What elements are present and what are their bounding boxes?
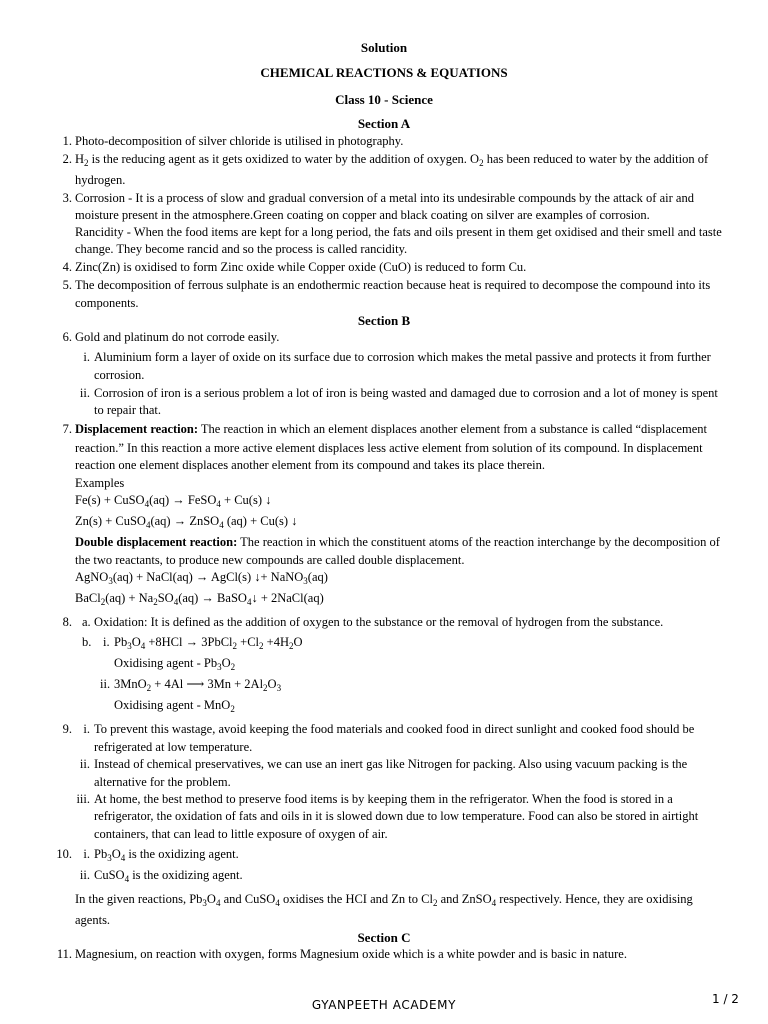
answer-9-ii-line-2: alternative for the problem. (94, 775, 231, 789)
sub-item-number: i. (83, 350, 90, 364)
answer-5-line-2: components. (75, 296, 139, 310)
sub-item-number: ii. (79, 386, 90, 400)
answer-10-conclusion-line-2: agents. (75, 913, 111, 927)
equation-pb3o4-hcl: $Pb_3O_4 +8HCl$ → 3PbCl$_2$ $+Cl_2 +4H_2O$ (114, 635, 303, 651)
answer-9-ii-line-1: Instead of chemical preservatives, we can use an inert gas like Nitrogen for packing. Also using vacuum packing is the (94, 757, 688, 771)
answer-9-iii-line-2: refrigerator, the oxidation of fats and oils in it is slowed down due to low temperature. Food can also be stored in airtight (94, 809, 699, 823)
answer-9-iii-line-3: containers, that can lead to little exposure of oxygen of air. (94, 827, 388, 841)
answer-3-line-1: Corrosion - It is a process of slow and gradual conversion of a metal into its undesirable compounds by the attack of air and (75, 191, 694, 205)
sub-item-number: i. (83, 847, 90, 861)
sub-item-label: a. (82, 615, 91, 629)
answer-7-displacement-line-3: reaction one element displaces another element from its compound and takes its place therein. (75, 458, 545, 472)
doc-heading-chapter: CHEMICAL REACTIONS & EQUATIONS (260, 65, 508, 80)
sub-item-label: b. (82, 635, 92, 649)
answer-9-i-line-2: refrigerated at low temperature. (94, 740, 253, 754)
sub-item-number: ii. (100, 677, 111, 691)
sub-item-number: ii. (79, 757, 90, 771)
answer-11: Magnesium, on reaction with oxygen, forms Magnesium oxide which is a white powder and is basic in nature. (75, 947, 627, 961)
section-a-heading: Section A (357, 116, 411, 131)
answer-8-a: Oxidation: It is defined as the addition of oxygen to the substance or the removal of hydrogen from the substance. (94, 615, 664, 629)
examples-label: Examples (75, 476, 125, 490)
answer-9-iii-line-1: At home, the best method to preserve food items is by keeping them in the refrigerator. When the food is stored in a (94, 792, 673, 806)
equation-agno3-nacl: AgNO$_3$(aq) + NaCl(aq) → AgCl(s) ↓+ NaNO$_3$(aq) (75, 570, 328, 586)
equation-fe-cuso4: Fe(s) + CuSO$_4$(aq) → FeSO$_4$ + Cu(s) ↓ (75, 493, 272, 509)
answer-1: Photo-decomposition of silver chloride is utilised in photography. (75, 134, 404, 148)
question-number: 2. (62, 152, 72, 166)
answer-7-double-line-1: Double displacement reaction: The reaction in which the constituent atoms of the reaction interchange by the decomposition of (75, 535, 720, 549)
equation-mno2-al: 3MnO$_2$ + 4Al ⟶ $3Mn + 2Al_2O_3$ (114, 677, 282, 693)
question-number: 11. (56, 947, 72, 961)
question-number: 7. (62, 422, 72, 436)
question-number: 4. (62, 260, 72, 274)
section-b-heading: Section B (357, 313, 411, 328)
answer-2-line-1: $H_2$ is the reducing agent as it gets oxidized to water by the addition of oxygen. $O_2$ has been reduced to water by the addition of (75, 152, 709, 168)
answer-10-i: $Pb_3O_4$ is the oxidizing agent. (94, 847, 239, 863)
answer-2-line-2: hydrogen. (75, 173, 126, 187)
question-number: 1. (62, 134, 72, 148)
answer-5-line-1: The decomposition of ferrous sulphate is an endothermic reaction because heat is required to decompose the compound into its (75, 278, 711, 292)
answer-3-line-4: change. They become rancid and so the process is called rancidity. (75, 242, 408, 256)
equation-zn-cuso4: Zn(s) + CuSO$_4$(aq) → ZnSO$_4$ (aq) + Cu(s) ↓ (75, 514, 298, 530)
answer-3-line-2: moisture present in the atmosphere.Green coating on copper and black coating on silver are examples of corrosion. (75, 208, 650, 222)
question-number: 9. (62, 722, 72, 736)
answer-10-conclusion-line-1: In the given reactions, $Pb_3O_4$ and CuSO$_4$ oxidises the HCI and Zn to $Cl_2$ and ZnSO$_4$ respectively. Hence, they are oxidising (75, 892, 693, 908)
answer-7-displacement-line-1: Displacement reaction: The reaction in which an element displaces another element from a substance is called “displacement (75, 422, 707, 436)
sub-item-number: i. (103, 635, 110, 649)
question-number: 5. (62, 278, 72, 292)
footer-academy-name: GYANPEETH ACADEMY (311, 998, 457, 1012)
oxidising-agent-1: Oxidising agent - $Pb_3O_2$ (114, 656, 236, 672)
question-number: 8. (62, 615, 72, 629)
answer-6-i-line-2: corrosion. (94, 368, 145, 382)
answer-6: Gold and platinum do not corrode easily. (75, 330, 280, 344)
sub-item-number: ii. (79, 868, 90, 882)
question-number: 3. (62, 191, 72, 205)
answer-10-ii: CuSO$_4$ is the oxidizing agent. (94, 868, 243, 884)
equation-bacl2-na2so4: BaCl$_2$(aq) + $Na_2SO_4(aq)$ → BaSO$_4$↓ + 2NaCl(aq) (75, 591, 324, 607)
sub-item-number: i. (83, 722, 90, 736)
section-c-heading: Section C (357, 930, 411, 945)
answer-6-i-line-1: Aluminium form a layer of oxide on its surface due to corrosion which makes the metal passive and protects it from further (94, 350, 711, 364)
question-number: 10. (56, 847, 72, 861)
answer-7-double-line-2: the two reactants, to produce new compounds are called double displacement. (75, 553, 465, 567)
answer-6-ii-line-2: to repair that. (94, 403, 161, 417)
answer-7-displacement-line-2: reaction.” In this reaction a more active element displaces less active element from solution of its compound. In displacement (75, 441, 703, 455)
doc-heading-class: Class 10 - Science (335, 92, 433, 107)
oxidising-agent-2: Oxidising agent - MnO$_2$ (114, 698, 235, 714)
doc-heading-solution: Solution (360, 40, 408, 55)
sub-item-number: iii. (76, 792, 90, 806)
answer-9-i-line-1: To prevent this wastage, avoid keeping the food materials and cooked food in direct sunlight and cooked food should be (94, 722, 695, 736)
answer-6-ii-line-1: Corrosion of iron is a serious problem a lot of iron is being wasted and damaged due to corrosion and a lot of money is spent (94, 386, 718, 400)
answer-3-line-3: Rancidity - When the food items are kept for a long period, the fats and oils present in them get oxidised and their smell and taste (75, 225, 722, 239)
question-number: 6. (62, 330, 72, 344)
answer-4: Zinc(Zn) is oxidised to form Zinc oxide while Copper oxide (CuO) is reduced to form Cu. (75, 260, 527, 274)
page-number: 1 / 2 (712, 992, 739, 1006)
